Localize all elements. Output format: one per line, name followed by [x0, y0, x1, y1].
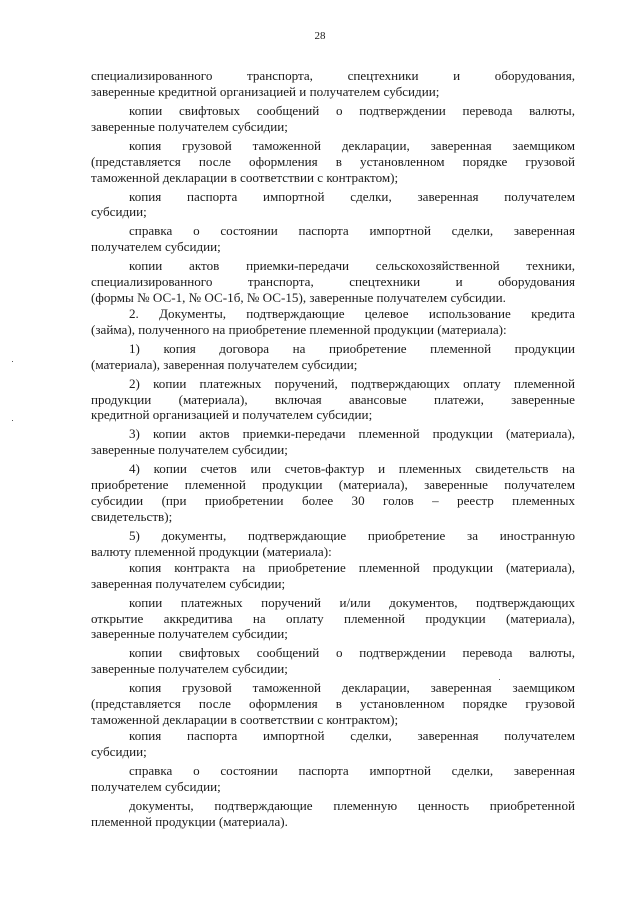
text-line: 2. Документы, подтверждающие целевое использование кредита	[129, 305, 575, 321]
text-line: специализированного транспорта, спецтехники и оборудования	[91, 274, 575, 290]
text-line: 4) копии счетов или счетов-фактур и племенных свидетельств на	[129, 461, 575, 477]
text-line: заверенные получателем субсидии;	[91, 661, 288, 677]
text-line: копии актов приемки-передачи сельскохозяйственной техники,	[129, 258, 575, 274]
text-line: приобретение племенной продукции (материала), заверенные получателем	[91, 477, 575, 493]
scan-speck	[12, 361, 13, 362]
text-line: открытие аккредитива на оплату племенной продукции (материала),	[91, 610, 575, 626]
text-line: 3) копии актов приемки-передачи племенной продукции (материала),	[129, 426, 575, 442]
text-line: заверенные получателем субсидии;	[91, 442, 288, 458]
text-line: (займа), полученного на приобретение племенной продукции (материала):	[91, 321, 507, 337]
text-line: кредитной организацией и получателем субсидии;	[91, 407, 373, 423]
page-number: 28	[314, 30, 326, 42]
text-line: субсидии;	[91, 204, 147, 220]
text-line: справка о состоянии паспорта импортной сделки, заверенная	[129, 762, 575, 778]
text-line: заверенные получателем субсидии;	[91, 626, 288, 642]
text-line: получателем субсидии;	[91, 778, 221, 794]
text-line: таможенной декларации в соответствии с контрактом);	[91, 169, 399, 185]
text-line: заверенная получателем субсидии;	[91, 575, 286, 591]
text-line: таможенной декларации в соответствии с контрактом);	[91, 712, 399, 728]
text-line: копия паспорта импортной сделки, заверенная получателем	[129, 727, 575, 743]
text-line: заверенные получателем субсидии;	[91, 118, 288, 134]
text-line: (формы № ОС-1, № ОС-1б, № ОС-15), заверенные получателем субсидии.	[91, 290, 506, 306]
text-line: (материала), заверенная получателем субсидии;	[91, 356, 358, 372]
text-line: копия грузовой таможенной декларации, заверенная заемщиком	[129, 680, 575, 696]
text-line: (представляется после оформления в установленном порядке грузовой	[91, 153, 575, 169]
text-line: копии платежных поручений и/или документов, подтверждающих	[129, 594, 575, 610]
text-line: специализированного транспорта, спецтехники и оборудования,	[91, 68, 575, 83]
text-line: валюту племенной продукции (материала):	[91, 543, 332, 559]
text-line: субсидии;	[91, 743, 147, 759]
scan-speck	[499, 679, 500, 680]
text-line: свидетельств);	[91, 509, 173, 524]
text-line: продукции (материала), включая авансовые платежи, заверенные	[91, 391, 575, 407]
text-line: справка о состоянии паспорта импортной сделки, заверенная	[129, 223, 575, 239]
text-line: 5) документы, подтверждающие приобретение за иностранную	[129, 527, 575, 543]
text-line: 1) копия договора на приобретение племенной продукции	[129, 340, 575, 356]
text-line: копии свифтовых сообщений о подтверждении перевода валюты,	[129, 645, 575, 661]
text-line: субсидии (при приобретении более 30 голов – реестр племенных	[91, 493, 575, 509]
text-line: копия паспорта импортной сделки, заверенная получателем	[129, 188, 575, 204]
text-line: копия грузовой таможенной декларации, заверенная заемщиком	[129, 137, 575, 153]
text-line: племенной продукции (материала).	[91, 813, 288, 829]
document-body	[91, 68, 575, 829]
text-line: (представляется после оформления в установленном порядке грузовой	[91, 696, 575, 712]
text-line: документы, подтверждающие племенную ценность приобретенной	[129, 797, 575, 813]
text-line: копия контракта на приобретение племенной продукции (материала),	[129, 559, 575, 575]
text-line: заверенные кредитной организацией и получателем субсидии;	[91, 83, 440, 99]
text-line: получателем субсидии;	[91, 239, 221, 255]
text-line: 2) копии платежных поручений, подтверждающих оплату племенной	[129, 375, 575, 391]
text-line: копии свифтовых сообщений о подтверждении перевода валюты,	[129, 102, 575, 118]
scan-speck	[12, 420, 13, 421]
